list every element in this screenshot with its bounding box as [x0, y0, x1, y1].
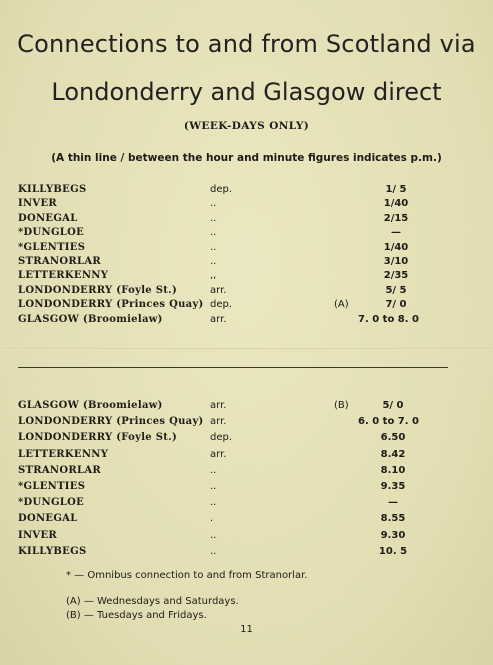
- arr-dep-mark: arr.: [210, 400, 227, 411]
- table-row: [18, 227, 458, 241]
- arr-dep-mark: arr.: [210, 313, 227, 325]
- time: 5/ 5: [385, 284, 407, 296]
- arr-dep-mark: dep.: [210, 184, 233, 195]
- legend-b: (B) — Tuesdays and Fridays.: [66, 610, 207, 621]
- time: 3/10: [383, 255, 409, 267]
- time: 2/15: [383, 212, 409, 224]
- time: —: [388, 497, 398, 509]
- time: 8.55: [380, 513, 406, 525]
- arr-dep-mark: ..: [210, 529, 217, 541]
- time: 1/ 5: [385, 184, 407, 195]
- place-name: LONDONDERRY (Princes Quay): [18, 416, 204, 428]
- time: 5/ 0: [382, 400, 404, 411]
- title-line-1: Connections to and from Scotland via: [17, 30, 476, 58]
- time: 1/40: [383, 198, 409, 210]
- place-name: *DUNGLOE: [18, 497, 85, 509]
- place-name: *GLENTIES: [18, 480, 86, 492]
- table-row: [18, 497, 458, 513]
- divider-rule: [18, 367, 448, 368]
- legend-a: (A) — Wednesdays and Saturdays.: [66, 596, 239, 607]
- time: 6. 0 to 7. 0: [358, 416, 420, 428]
- arr-dep-mark: arr.: [210, 284, 227, 296]
- table-row: [18, 198, 458, 212]
- arr-dep-mark: ..: [210, 480, 217, 492]
- time: 10. 5: [378, 545, 408, 557]
- arr-dep-mark: ..: [210, 212, 217, 224]
- table-row: [18, 213, 458, 227]
- table-row: [18, 285, 458, 299]
- page-fold: [0, 348, 493, 350]
- table-row: [18, 481, 458, 497]
- table-row: [18, 299, 458, 313]
- place-name: INVER: [18, 529, 58, 541]
- place-name: STRANORLAR: [18, 464, 101, 476]
- time: 7. 0 to 8. 0: [358, 313, 420, 325]
- table-row: [18, 314, 458, 328]
- arr-dep-mark: ..: [210, 464, 217, 476]
- arr-dep-mark: dep.: [210, 432, 233, 444]
- place-name: KILLYBEGS: [18, 545, 87, 557]
- table-row: [18, 432, 458, 448]
- place-name: KILLYBEGS: [18, 184, 87, 195]
- arr-dep-mark: ..: [210, 241, 217, 253]
- table-row: [18, 416, 458, 432]
- time: 7/ 0: [385, 299, 407, 311]
- place-name: *GLENTIES: [18, 241, 86, 253]
- arr-dep-mark: .: [210, 513, 214, 525]
- place-name: DONEGAL: [18, 212, 78, 224]
- table-row: [18, 270, 458, 284]
- title-line-2: Londonderry and Glasgow direct: [51, 78, 442, 106]
- arr-dep-mark: ..: [210, 497, 217, 509]
- place-name: STRANORLAR: [18, 255, 101, 267]
- table-row: [18, 465, 458, 481]
- place-name: LONDONDERRY (Foyle St.): [18, 432, 177, 444]
- time: 8.10: [380, 464, 406, 476]
- page-number: 11: [240, 624, 253, 635]
- arr-dep-mark: ..: [210, 198, 217, 210]
- arr-dep-mark: dep.: [210, 299, 233, 311]
- arr-dep-mark: arr.: [210, 448, 227, 460]
- place-name: LETTERKENNY: [18, 270, 109, 282]
- place-name: DONEGAL: [18, 513, 78, 525]
- time: 2/35: [383, 270, 409, 282]
- arr-dep-mark: ,,: [210, 270, 217, 282]
- table-row: [18, 513, 458, 529]
- place-name: LONDONDERRY (Foyle St.): [18, 284, 177, 296]
- table-row: [18, 184, 458, 198]
- time: 8.42: [380, 448, 406, 460]
- subtitle: (WEEK-DAYS ONLY): [183, 120, 310, 132]
- pm-note: (A thin line / between the hour and minute figures indicates p.m.): [51, 152, 442, 164]
- inbound-table: [18, 400, 458, 562]
- outbound-table: [18, 184, 458, 328]
- time: 9.35: [380, 480, 406, 492]
- table-row: [18, 400, 458, 416]
- place-name: INVER: [18, 198, 58, 210]
- time: 6.50: [380, 432, 406, 444]
- table-row: [18, 546, 458, 562]
- place-name: GLASGOW (Broomielaw): [18, 313, 163, 325]
- service-code: (A): [334, 299, 349, 311]
- legend-omnibus: * — Omnibus connection to and from Stranorlar.: [66, 570, 308, 581]
- place-name: GLASGOW (Broomielaw): [18, 400, 163, 411]
- arr-dep-mark: arr.: [210, 416, 227, 428]
- time: 9.30: [380, 529, 406, 541]
- table-row: [18, 242, 458, 256]
- time: 1/40: [383, 241, 409, 253]
- arr-dep-mark: ..: [210, 545, 217, 557]
- service-code: (B): [334, 400, 349, 411]
- place-name: LONDONDERRY (Princes Quay): [18, 299, 204, 311]
- place-name: *DUNGLOE: [18, 227, 85, 239]
- arr-dep-mark: ..: [210, 255, 217, 267]
- time: —: [391, 227, 401, 239]
- place-name: LETTERKENNY: [18, 448, 109, 460]
- arr-dep-mark: ..: [210, 227, 217, 239]
- table-row: [18, 449, 458, 465]
- table-row: [18, 256, 458, 270]
- table-row: [18, 530, 458, 546]
